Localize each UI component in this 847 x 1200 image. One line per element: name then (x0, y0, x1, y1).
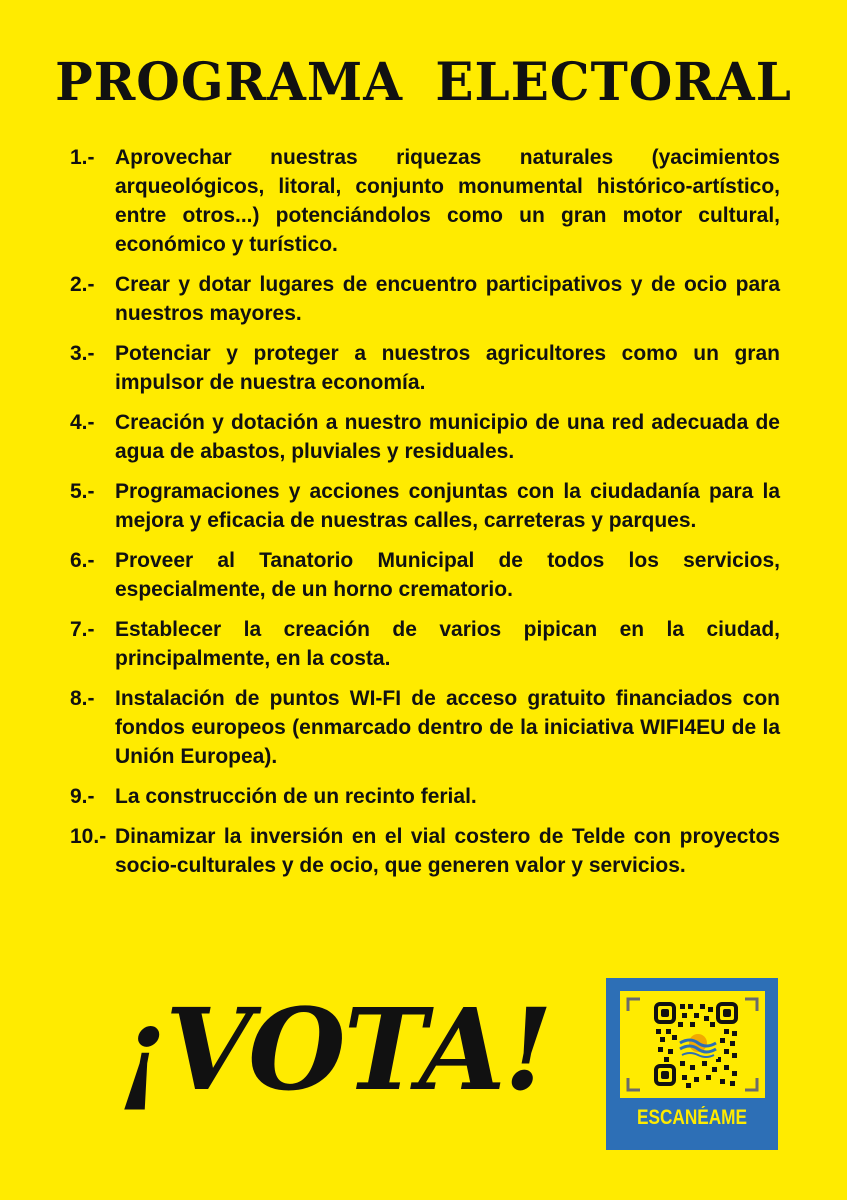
program-item (70, 822, 780, 880)
qr-code-area[interactable] (620, 991, 765, 1098)
item-text: Potenciar y proteger a nuestros agricultores como un gran impulsor de nuestra economía. (115, 342, 780, 394)
program-item (70, 546, 780, 604)
program-item (70, 684, 780, 771)
item-text: Establecer la creación de varios pipican en la ciudad, principalmente, en la costa. (115, 618, 780, 670)
item-number: 3.- (70, 342, 95, 365)
vote-slogan: ¡VOTA! (118, 985, 551, 1116)
program-item (70, 270, 780, 328)
item-text: Proveer al Tanatorio Municipal de todos los servicios, especialmente, de un horno crematorio. (115, 549, 780, 601)
program-item (70, 408, 780, 466)
item-number: 6.- (70, 549, 95, 572)
item-text: Crear y dotar lugares de encuentro participativos y de ocio para nuestros mayores. (115, 273, 780, 325)
program-item (70, 782, 780, 811)
qr-caption: ESCANÉAME (636, 1106, 748, 1129)
item-number: 8.- (70, 687, 95, 710)
program-item (70, 143, 780, 259)
page-title: PROGRAMA ELECTORAL (55, 50, 792, 113)
item-number: 4.- (70, 411, 95, 434)
item-text: Creación y dotación a nuestro municipio de una red adecuada de agua de abastos, pluviales y residuales. (115, 411, 780, 463)
item-number: 10.- (70, 825, 107, 848)
item-number: 2.- (70, 273, 95, 296)
item-text: Instalación de puntos WI-FI de acceso gratuito financiados con fondos europeos (enmarcado dentro de la iniciativa WIFI4EU de la Unión Europea). (115, 687, 780, 768)
item-number: 1.- (70, 146, 95, 169)
item-text: Aprovechar nuestras riquezas naturales (yacimientos arqueológicos, litoral, conjunto monumental histórico-artístico, entre otros...) potenciándolos como un gran motor cultural, económico y turístico. (115, 146, 780, 256)
program-item (70, 615, 780, 673)
item-text: Dinamizar la inversión en el vial costero de Telde con proyectos socio-culturales y de ocio, que generen valor y servicios. (115, 825, 780, 877)
item-number: 5.- (70, 480, 95, 503)
qr-badge[interactable] (606, 978, 778, 1150)
item-text: La construcción de un recinto ferial. (115, 785, 477, 808)
program-list (70, 143, 780, 891)
item-text: Programaciones y acciones conjuntas con la ciudadanía para la mejora y eficacia de nuestras calles, carreteras y parques. (115, 480, 780, 532)
program-item (70, 339, 780, 397)
item-number: 7.- (70, 618, 95, 641)
item-number: 9.- (70, 785, 95, 808)
program-item (70, 477, 780, 535)
qr-code-icon[interactable] (620, 991, 765, 1098)
